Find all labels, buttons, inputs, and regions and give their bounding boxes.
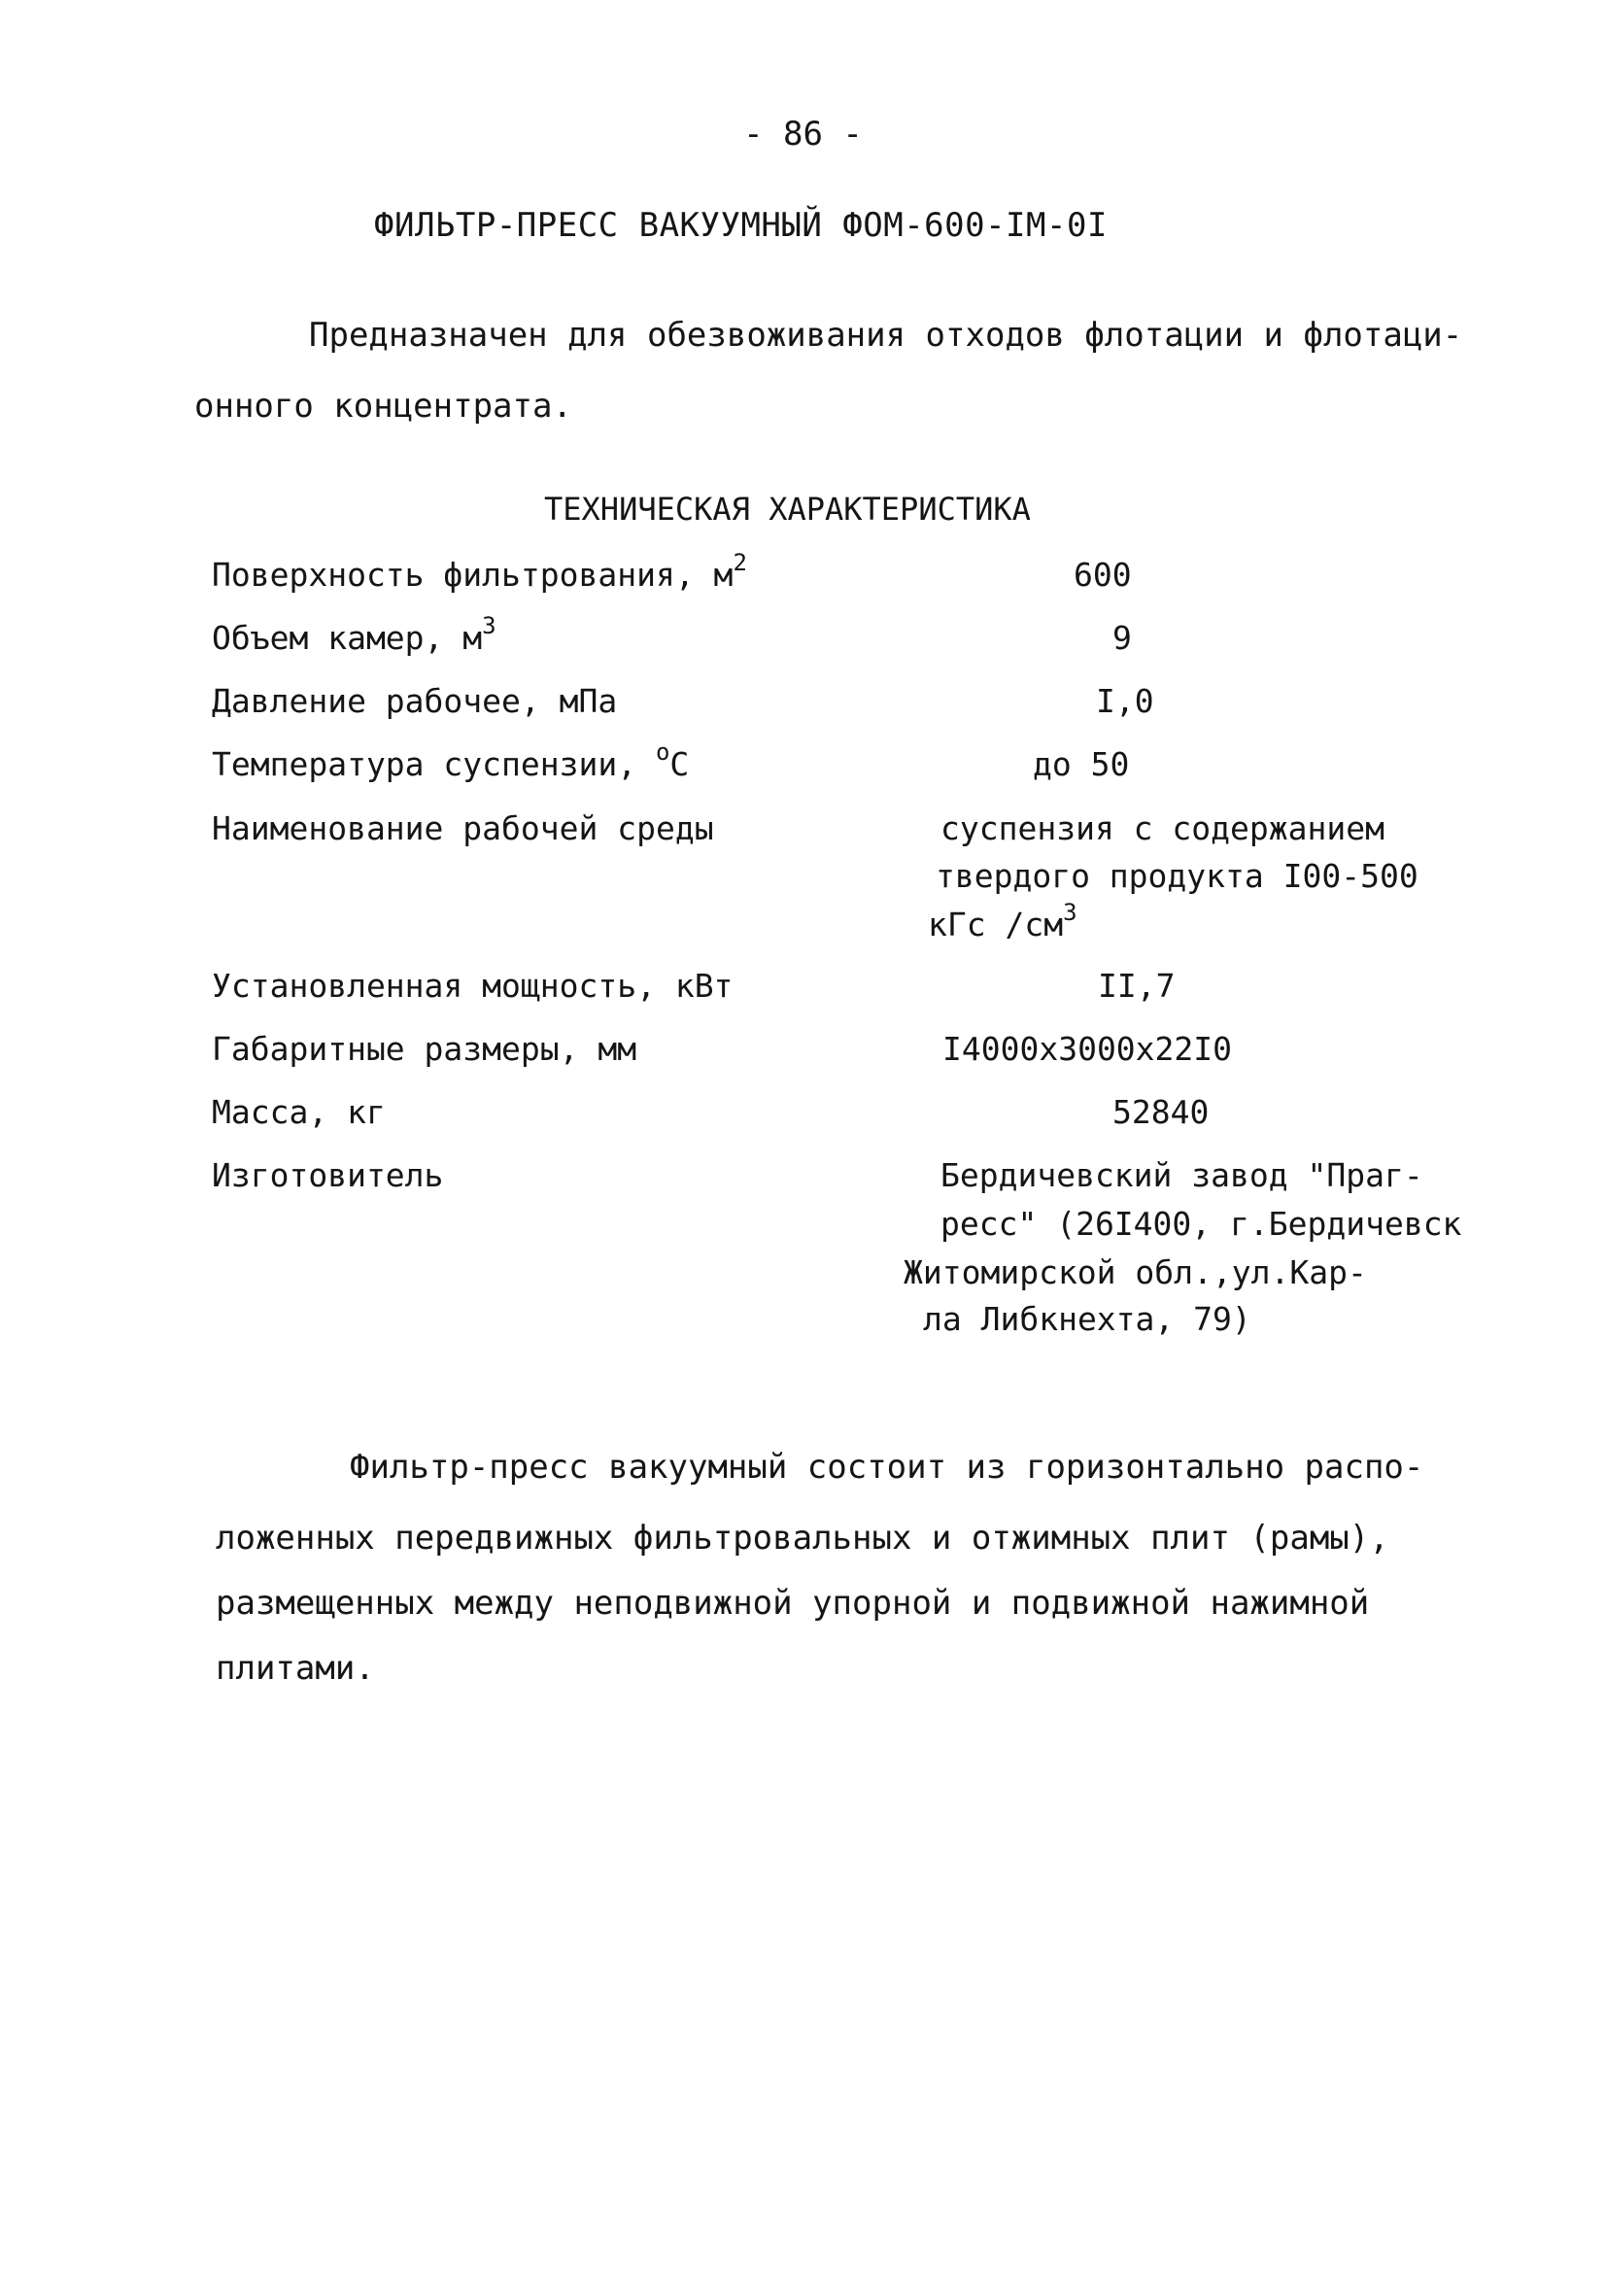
spec-label-surface: Поверхность фильтрования, $м^2$ xyxy=(212,549,747,594)
spec-value-mass: 52840 xyxy=(1112,1093,1210,1131)
spec-value-medium-line-1: суспензия с содержанием xyxy=(940,809,1384,847)
spec-value-medium-line-3: кГс $/см^3$ xyxy=(928,899,1077,943)
spec-label-temperature: Температура суспензии, $^о$С xyxy=(212,738,690,783)
spec-label-mass: Масса, кг xyxy=(212,1093,386,1131)
spec-value-pressure: I,0 xyxy=(1096,682,1154,720)
description-line-4: плитами. xyxy=(216,1649,375,1688)
spec-value-temperature: до 50 xyxy=(1033,745,1130,783)
spec-label-power: Установленная мощность, кВт xyxy=(212,967,734,1005)
description-line-1: Фильтр-пресс вакуумный состоит из горизонтально распо- xyxy=(350,1448,1424,1487)
page-number: - 86 - xyxy=(743,115,863,154)
description-line-2: ложенных передвижных фильтровальных и отжимных плит (рамы), xyxy=(216,1519,1389,1558)
document-title: ФИЛЬТР-ПРЕСС ВАКУУМНЫЙ ФОМ-600-IM-0I xyxy=(374,206,1108,245)
spec-label-pressure: Давление рабочее, мПа xyxy=(212,682,618,720)
spec-value-power: II,7 xyxy=(1098,967,1176,1005)
section-heading: ТЕХНИЧЕСКАЯ ХАРАКТЕРИСТИКА xyxy=(544,491,1031,528)
purpose-line-1: Предназначен для обезвоживания отходов флотации и флотаци- xyxy=(309,316,1463,355)
spec-value-manufacturer-line-4: ла Либкнехта, 79) xyxy=(923,1300,1251,1338)
spec-value-surface: 600 xyxy=(1074,556,1132,594)
spec-label-volume: Объем камер, $м^3$ xyxy=(212,612,496,657)
spec-value-manufacturer-line-3: Житомирской обл.,ул.Кар- xyxy=(904,1253,1367,1291)
spec-label-medium: Наименование рабочей среды xyxy=(212,809,714,847)
spec-value-dimensions: I4000х3000х22I0 xyxy=(942,1030,1233,1068)
spec-label-dimensions: Габаритные размеры, мм xyxy=(212,1030,637,1068)
spec-value-medium-line-2: твердого продукта I00-500 xyxy=(936,857,1418,895)
spec-value-volume: 9 xyxy=(1112,619,1132,657)
spec-label-manufacturer: Изготовитель xyxy=(212,1156,444,1194)
purpose-line-2: онного концентрата. xyxy=(194,387,572,426)
description-line-3: размещенных между неподвижной упорной и подвижной нажимной xyxy=(216,1584,1370,1623)
spec-value-manufacturer-line-1: Бердичевский завод "Праг- xyxy=(940,1156,1423,1194)
spec-value-manufacturer-line-2: ресс" (26I400, г.Бердичевск xyxy=(940,1205,1462,1243)
